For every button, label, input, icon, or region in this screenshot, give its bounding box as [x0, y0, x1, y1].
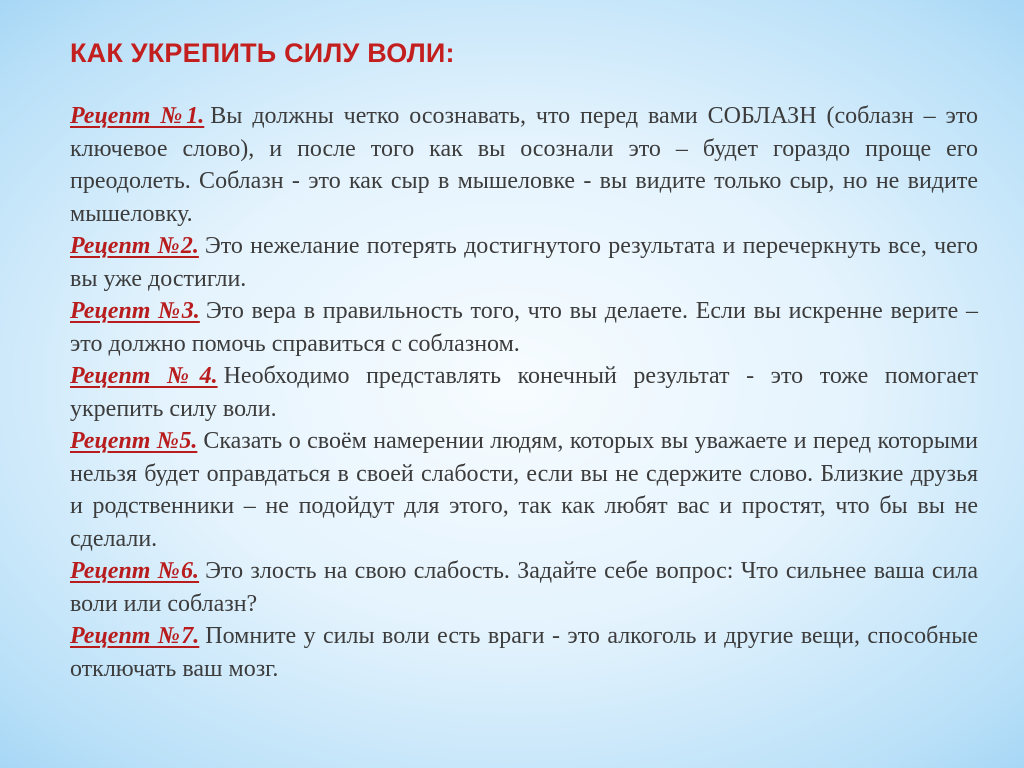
- recipe-7: [70, 620, 978, 685]
- recipe-1: [70, 100, 978, 230]
- recipe-label: Рецепт №3.: [70, 298, 200, 324]
- recipe-label: Рецепт №2.: [70, 233, 199, 259]
- recipe-6: [70, 555, 978, 620]
- recipe-text: Это вера в правильность того, что вы делаете. Если вы искренне верите – это должно помочь справиться с соблазном.: [70, 298, 979, 357]
- recipe-label: Рецепт №6.: [70, 558, 200, 584]
- recipe-label: Рецепт №7.: [70, 623, 200, 649]
- slide-content: [70, 36, 978, 685]
- recipe-text: Это нежелание потерять достигнутого результата и перечеркнуть все, чего вы уже достигли.: [70, 233, 979, 292]
- recipe-label: Рецепт №1.: [70, 103, 205, 129]
- recipe-label: Рецепт №4.: [70, 363, 218, 389]
- recipe-text: Помните у силы воли есть враги - это алкоголь и другие вещи, способные отключать ваш мозг.: [70, 623, 979, 682]
- slide-title: КАК УКРЕПИТЬ СИЛУ ВОЛИ:: [70, 38, 455, 68]
- recipe-text: Сказать о своём намерении людям, которых вы уважаете и перед которыми нельзя будет оправдаться в своей слабости, если вы не сдержите слово. Близкие друзья и родственники – не подойдут для этого, так как любят вас и простят, что бы вы не сделали.: [70, 428, 979, 552]
- recipe-text: Вы должны четко осознавать, что перед вами СОБЛАЗН (соблазн – это ключевое слово), и после того как вы осознали это – будет гораздо проще его преодолеть. Соблазн - это как сыр в мышеловке - вы видите только сыр, но не видите мышеловку.: [70, 103, 978, 227]
- recipe-label: Рецепт №5.: [70, 428, 198, 454]
- recipe-2: [70, 230, 978, 295]
- recipe-5: [70, 425, 978, 555]
- recipe-3: [70, 295, 978, 360]
- recipe-text: Необходимо представлять конечный результат - это тоже помогает укрепить силу воли.: [70, 363, 979, 422]
- recipe-list: [70, 100, 978, 685]
- recipe-4: [70, 360, 978, 425]
- recipe-text: Это злость на свою слабость. Задайте себе вопрос: Что сильнее ваша сила воли или соблазн?: [70, 558, 979, 617]
